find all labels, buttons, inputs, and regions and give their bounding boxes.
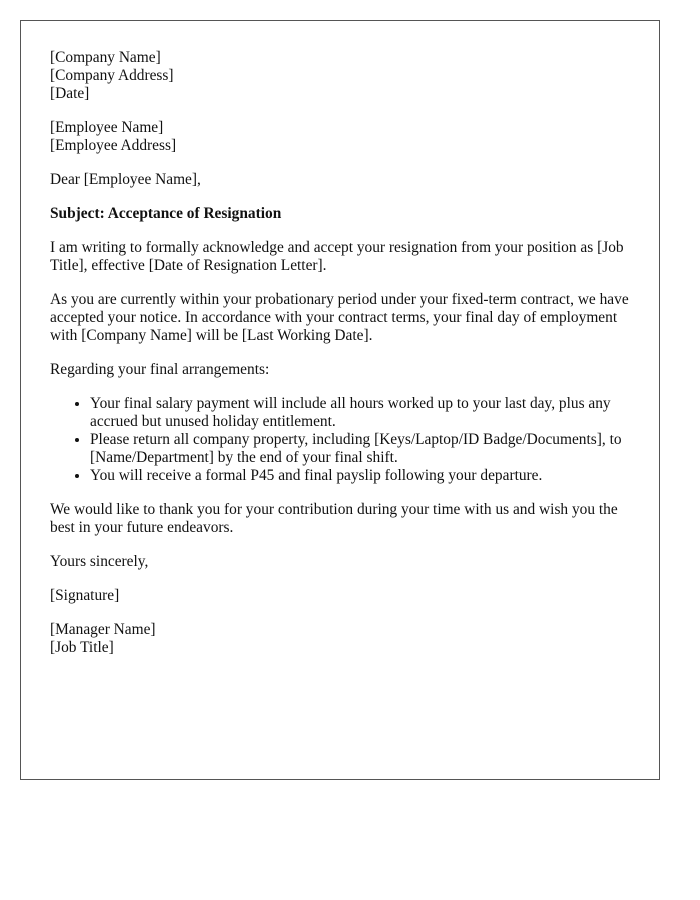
list-item: • You will receive a formal P45 and final payslip following your departure. xyxy=(90,467,640,485)
letter-body xyxy=(50,49,640,673)
employee-address: [Employee Address] xyxy=(50,137,177,154)
subject-line: Subject: Acceptance of Resignation xyxy=(50,205,282,222)
letter-date: [Date] xyxy=(50,85,90,102)
recipient-block xyxy=(50,119,640,155)
signature-placeholder: [Signature] xyxy=(50,587,120,604)
salutation: Dear [Employee Name], xyxy=(50,171,201,188)
employee-name: [Employee Name] xyxy=(50,119,164,136)
paragraph-probation: As you are currently within your probationary period under your fixed-term contract, we have accepted your notice. In accordance with your contract terms, your final day of employment with [Company Name] will be [Last Working Date]. xyxy=(50,291,629,344)
list-item: • Your final salary payment will include all hours worked up to your last day, plus any accrued but unused holiday entitlement. xyxy=(90,395,640,431)
sender-block xyxy=(50,49,640,103)
paragraph-thanks: We would like to thank you for your contribution during your time with us and wish you the best in your future endeavors. xyxy=(50,501,618,536)
company-name: [Company Name] xyxy=(50,49,161,66)
letter-page xyxy=(20,20,660,780)
arrangements-list xyxy=(50,395,640,485)
manager-name: [Manager Name] xyxy=(50,621,156,638)
paragraph-acknowledgement: I am writing to formally acknowledge and accept your resignation from your position as [Job Title], effective [Date of Resignation Letter]. xyxy=(50,239,624,274)
arrangements-intro: Regarding your final arrangements: xyxy=(50,361,270,378)
list-item: • Please return all company property, including [Keys/Laptop/ID Badge/Documents], to [Name/Department] by the end of your final shift. xyxy=(90,431,640,467)
sign-off: Yours sincerely, xyxy=(50,553,149,570)
manager-job-title: [Job Title] xyxy=(50,639,114,656)
signatory-block xyxy=(50,621,640,657)
company-address: [Company Address] xyxy=(50,67,174,84)
